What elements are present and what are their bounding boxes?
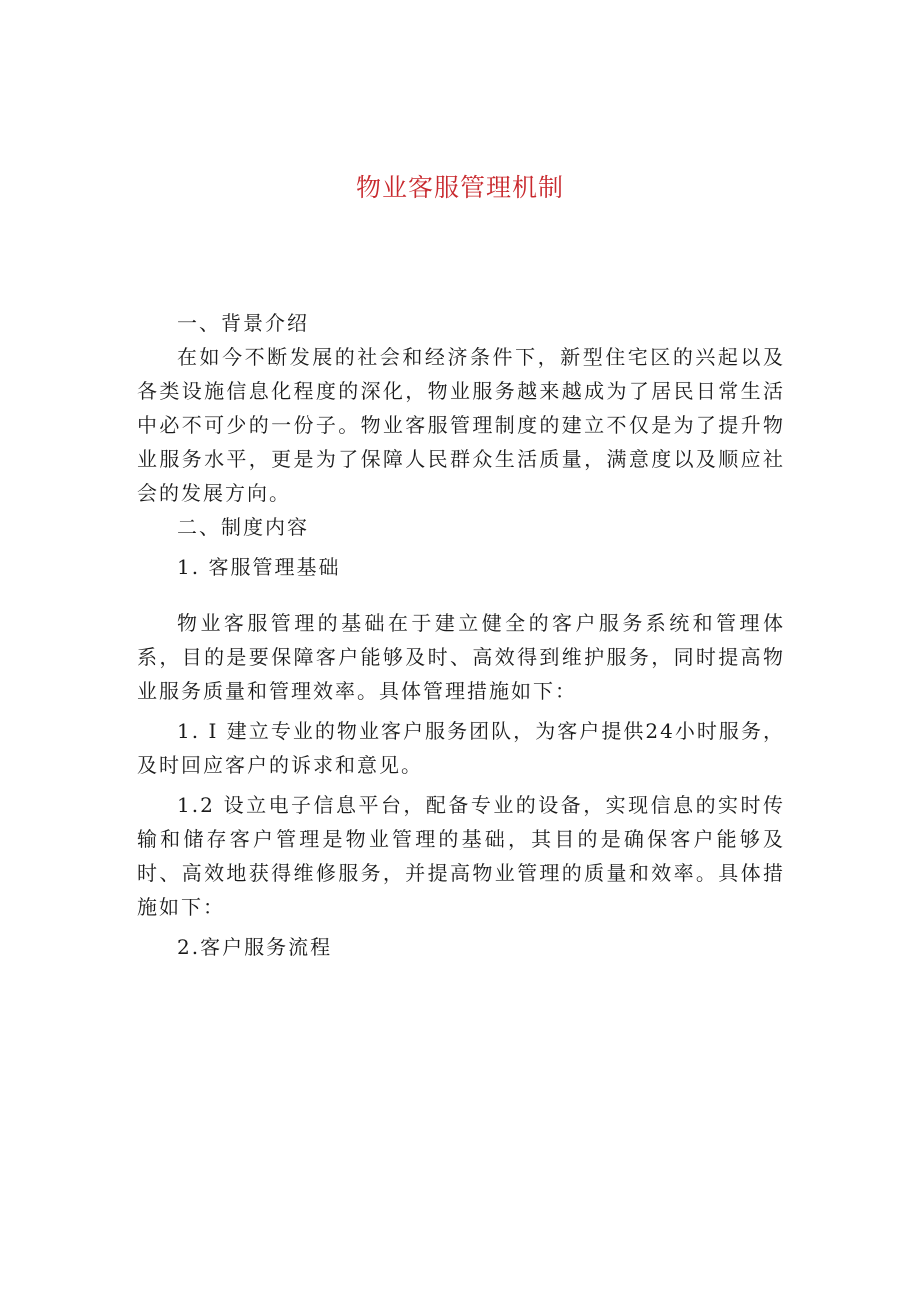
- document-title: 物业客服管理机制: [355, 173, 564, 202]
- paragraph-background: 在如今不断发展的社会和经济条件下，新型住宅区的兴起以及各类设施信息化程度的深化，物业服务越来越成为了居民日常生活中必不可少的一份子。物业客服管理制度的建立不仅是为了提升物业服务水平，更是为了保障人民群众生活质量，满意度以及顺应社会的发展方向。: [137, 345, 785, 505]
- subsection-heading-basics: 1. 客服管理基础: [177, 555, 341, 579]
- subsection-heading-service-process: 2.客户服务流程: [177, 935, 333, 959]
- document-body: [137, 306, 785, 964]
- paragraph-item-1-2: 1.2 设立电子信息平台，配备专业的设备，实现信息的实时传输和储存客户管理是物业管理的基础，其目的是确保客户能够及时、高效地获得维修服务，并提高物业管理的质量和效率。具体措施如下：: [137, 793, 785, 919]
- section-heading-background: 一、背景介绍: [177, 311, 309, 335]
- paragraph-basics: 物业客服管理的基础在于建立健全的客户服务系统和管理体系，目的是要保障客户能够及时、高效得到维护服务，同时提高物业服务质量和管理效率。具体管理措施如下：: [137, 611, 785, 703]
- paragraph-item-1-1: 1. I 建立专业的物业客户服务团队，为客户提供24小时服务，及时回应客户的诉求和意见。: [137, 719, 785, 777]
- section-heading-content: 二、制度内容: [177, 515, 309, 539]
